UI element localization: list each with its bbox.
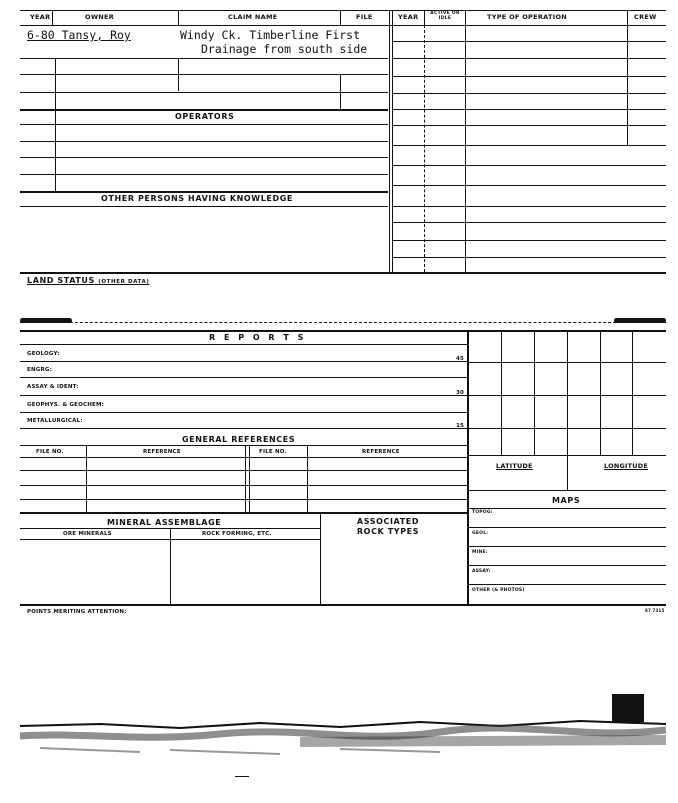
refs-column-line [307, 445, 308, 512]
general-references-heading: GENERAL REFERENCES [182, 435, 296, 444]
maps-row-line [467, 546, 666, 547]
maps-assay: ASSAY: [472, 569, 491, 574]
right-row-line [392, 125, 666, 126]
report-geophys: GEOPHYS. & GEOCHEM: [27, 402, 105, 408]
right-row-line [392, 145, 666, 146]
grid-line [534, 330, 535, 455]
refs-row-line [20, 470, 467, 471]
year-column-line [55, 58, 56, 191]
refs-row-line [20, 485, 467, 486]
report-row-line [20, 428, 467, 429]
report-engrg: ENGRG: [27, 367, 53, 373]
grid-line [467, 362, 666, 363]
right-row-line [392, 257, 666, 258]
right-row-line [392, 185, 666, 186]
maps-row-line [467, 527, 666, 528]
other-persons-heading-line [20, 206, 388, 207]
header-claim-name: CLAIM NAME [228, 13, 278, 21]
right-row-line [392, 93, 666, 94]
mineral-assemblage-heading: MINERAL ASSEMBLAGE [107, 518, 222, 527]
tear-line [20, 322, 666, 323]
refs-column-line [86, 445, 87, 512]
header-divider [627, 10, 628, 25]
operator-row-line [20, 174, 388, 175]
refs-file-no-2: FILE NO. [259, 449, 287, 455]
header-type-of-operation: TYPE OF OPERATION [487, 13, 568, 21]
grid-line [567, 330, 568, 490]
header-divider [178, 10, 179, 25]
grid-line [467, 395, 666, 396]
operator-row-line [20, 141, 388, 142]
maps-geol: GEOL: [472, 531, 489, 536]
other-persons-heading: OTHER PERSONS HAVING KNOWLEDGE [101, 194, 293, 203]
right-row-line [392, 58, 666, 59]
mineral-top-line [20, 512, 467, 514]
report-row-line [20, 412, 467, 413]
header-divider [52, 10, 53, 25]
land-status-heading [27, 276, 149, 285]
maps-row-line [467, 565, 666, 566]
report-metallurgical: METALLURGICAL: [27, 418, 83, 424]
scan-mark [235, 776, 249, 777]
owner-row-line [20, 58, 388, 59]
report-row-line [20, 361, 467, 362]
rock-forming-header: ROCK FORMING, ETC. [202, 531, 272, 537]
report-geology: GEOLOGY: [27, 351, 60, 357]
header-bottom-line [20, 25, 666, 26]
report-scale-30: 30 [456, 390, 465, 396]
land-status-top-line [20, 272, 666, 274]
report-row-line [20, 377, 467, 378]
grid-line [600, 330, 601, 455]
torn-edge-artifact [20, 714, 666, 764]
refs-row-line [20, 499, 467, 500]
crew-column-line [627, 25, 628, 145]
reports-heading-line [20, 344, 467, 345]
header-year: YEAR [30, 13, 51, 21]
refs-heading-line [20, 445, 467, 446]
form-code: 87 7315 [645, 608, 665, 613]
report-scale-45: 45 [456, 356, 465, 362]
operation-column-line [465, 25, 466, 272]
maps-row-line [467, 584, 666, 585]
right-block-border [392, 10, 393, 272]
report-scale-15: 15 [456, 423, 465, 429]
right-row-line [392, 109, 666, 110]
header-active-or-idle: ACTIVE OR IDLE [430, 11, 460, 21]
top-border [20, 10, 666, 11]
operator-row-line [20, 157, 388, 158]
entry-claim-line2: Drainage from south side [201, 42, 368, 56]
active-column-line [424, 25, 425, 272]
associated-rock-types-heading: ASSOCIATED ROCK TYPES [356, 517, 420, 536]
right-row-line [392, 240, 666, 241]
land-status-label: LAND STATUS [27, 276, 95, 285]
grid-line [632, 330, 633, 455]
entry-date-owner: 6-80 Tansy, Roy [27, 28, 131, 42]
owner-row-line [20, 74, 388, 75]
mineral-column-line [170, 528, 171, 604]
longitude-label: LONGITUDE [604, 462, 648, 470]
reports-top-line [20, 330, 666, 332]
latitude-label: LATITUDE [496, 462, 533, 470]
entry-claim: Windy Ck. Timberline First [180, 28, 361, 42]
header-divider [424, 10, 425, 25]
maps-mine: MINE: [472, 550, 488, 555]
refs-column-line [245, 445, 246, 512]
operators-heading: OPERATORS [175, 112, 235, 121]
land-status-sub: (OTHER DATA) [98, 279, 150, 285]
header-divider [465, 10, 466, 25]
grid-line [467, 428, 666, 429]
maps-heading-line [467, 508, 666, 509]
operators-top-line [20, 109, 388, 111]
maps-top-line [467, 490, 666, 491]
right-row-line [392, 76, 666, 77]
report-assay: ASSAY & IDENT: [27, 384, 79, 390]
header-divider [340, 10, 341, 25]
report-row-line [20, 395, 467, 396]
refs-row-line [20, 457, 467, 458]
operators-heading-line [20, 124, 388, 125]
reports-heading: R E P O R T S [209, 333, 307, 342]
right-row-line [392, 206, 666, 207]
rock-types-column-line [320, 512, 321, 604]
file-column-line [340, 74, 341, 109]
owner-column-line [178, 58, 179, 91]
other-persons-top-line [20, 191, 388, 193]
reports-right-border [467, 330, 469, 604]
grid-line [501, 330, 502, 455]
header-file: FILE [356, 13, 373, 21]
right-row-line [392, 165, 666, 166]
points-meriting-heading: POINTS MERITING ATTENTION: [27, 609, 127, 615]
header-owner: OWNER [85, 13, 115, 21]
maps-topog: TOPOG: [472, 510, 493, 515]
right-row-line [392, 222, 666, 223]
maps-heading: MAPS [552, 496, 581, 505]
header-year-right: YEAR [398, 13, 419, 21]
grid-line [467, 455, 666, 456]
refs-column-line [249, 445, 250, 512]
right-block-border [389, 10, 390, 272]
refs-reference-2: REFERENCE [362, 449, 400, 455]
owner-row-line [20, 92, 388, 93]
right-row-line [392, 41, 666, 42]
header-crew: CREW [634, 13, 657, 21]
refs-file-no: FILE NO. [36, 449, 64, 455]
points-top-line [20, 604, 666, 606]
maps-other: OTHER (& PHOTOS) [472, 588, 525, 593]
refs-reference: REFERENCE [143, 449, 181, 455]
ore-minerals-header: ORE MINERALS [63, 531, 112, 537]
